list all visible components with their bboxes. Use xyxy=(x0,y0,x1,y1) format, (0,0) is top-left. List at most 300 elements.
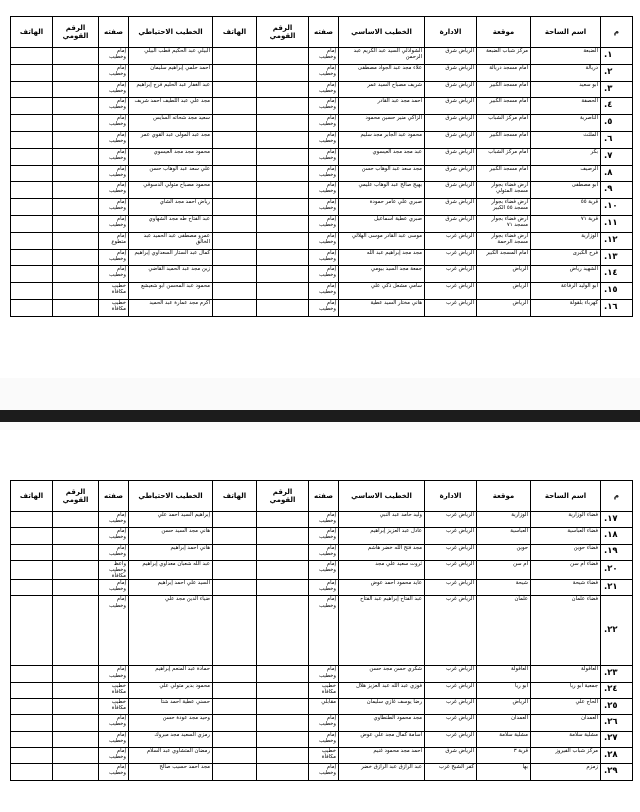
area-name: قرية ٧١ xyxy=(531,215,601,232)
administration: الرياض شرق xyxy=(425,747,477,763)
row-number: ٣. xyxy=(601,81,633,98)
national-id-2 xyxy=(53,731,99,747)
phone xyxy=(213,64,257,81)
row-number: ١٨. xyxy=(601,528,633,544)
main-preacher-role: إمام وخطيب xyxy=(309,98,339,115)
phone-2 xyxy=(11,580,53,596)
main-preacher-role: إمام وخطيب xyxy=(309,528,339,544)
main-preacher: موسى عبد القادر موسى الهلالي xyxy=(339,232,425,249)
phone-2 xyxy=(11,64,53,81)
national-id-2 xyxy=(53,182,99,199)
main-preacher-role: خطيب مكافأة xyxy=(309,682,339,698)
header-no: م xyxy=(601,17,633,48)
backup-preacher: رياض أحمد مجد الشاي xyxy=(129,199,213,216)
backup-preacher: البيلي عبد الحكيم قطب البيلي xyxy=(129,48,213,65)
administration: الرياض غرب xyxy=(425,580,477,596)
location: بها xyxy=(477,764,531,780)
phone xyxy=(213,266,257,283)
administration: الرياض غرب xyxy=(425,666,477,682)
main-preacher-role: إمام وخطيب xyxy=(309,48,339,65)
backup-preacher: رمزي السعيد مجد مبروك xyxy=(129,731,213,747)
backup-preacher-role: إمام وخطيب xyxy=(99,215,129,232)
area-name: مركز شباب الفيروز xyxy=(531,747,601,763)
administration: الرياض غرب xyxy=(425,232,477,249)
phone xyxy=(213,148,257,165)
main-preacher-role: إمام وخطيب xyxy=(309,81,339,98)
main-preacher: عايد محمود أحمد عوض xyxy=(339,580,425,596)
main-preacher: مجد فتح الله خضر هاشم xyxy=(339,544,425,560)
backup-preacher-role: إمام وخطيب xyxy=(99,512,129,528)
national-id-2 xyxy=(53,215,99,232)
national-id-2 xyxy=(53,283,99,300)
backup-preacher: زين مجد عبد الحميد القاضي xyxy=(129,266,213,283)
phone xyxy=(213,165,257,182)
phone-2 xyxy=(11,528,53,544)
table-row xyxy=(11,544,633,560)
phone-2 xyxy=(11,512,53,528)
header-phone-2: الهاتف xyxy=(11,17,53,48)
national-id-2 xyxy=(53,115,99,132)
table-row xyxy=(11,666,633,682)
national-id xyxy=(257,115,309,132)
main-preacher: اسامة كمال مجد علي عوض xyxy=(339,731,425,747)
backup-preacher: عمرو مصطفى عبد الحميد عبد الخالق xyxy=(129,232,213,249)
row-number: ٢٩. xyxy=(601,764,633,780)
area-name: بكر xyxy=(531,148,601,165)
administration: الرياض شرق xyxy=(425,131,477,148)
table-row xyxy=(11,115,633,132)
location: أبو ريا xyxy=(477,682,531,698)
national-id xyxy=(257,131,309,148)
main-preacher: فوزي عبد الله عبد العزيز هلال xyxy=(339,682,425,698)
main-preacher-role: إمام وخطيب xyxy=(309,299,339,316)
backup-preacher-role: إمام وخطيب xyxy=(99,182,129,199)
location: العاقولة xyxy=(477,666,531,682)
administration: الرياض شرق xyxy=(425,165,477,182)
backup-preacher: حمادة عبد المنعم إبراهيم xyxy=(129,666,213,682)
national-id-2 xyxy=(53,666,99,682)
backup-preacher: عبد الغفار عبد الحليم فرج إبراهيم xyxy=(129,81,213,98)
main-preacher-role: إمام وخطيب xyxy=(309,560,339,579)
area-name: زمزم xyxy=(531,764,601,780)
phone-2 xyxy=(11,731,53,747)
backup-preacher: محمود بدير متولي علي xyxy=(129,682,213,698)
location: أمام مسجد دريالة xyxy=(477,64,531,81)
row-number: ٢٦. xyxy=(601,715,633,731)
backup-preacher: رمضان المتشاوي عبد السلام xyxy=(129,747,213,763)
header-phone: الهاتف xyxy=(213,481,257,512)
national-id-2 xyxy=(53,699,99,715)
row-number: ٢٥. xyxy=(601,699,633,715)
backup-preacher-role: إمام وخطيب xyxy=(99,148,129,165)
national-id xyxy=(257,715,309,731)
location: أرض فضاء بجوار مسجد ٥٥ الكبير xyxy=(477,199,531,216)
administration: كفر الشيخ غرب xyxy=(425,764,477,780)
national-id xyxy=(257,764,309,780)
administration: الرياض غرب xyxy=(425,731,477,747)
phone xyxy=(213,81,257,98)
phone xyxy=(213,699,257,715)
main-preacher-role: إمام وخطيب xyxy=(309,131,339,148)
phone-2 xyxy=(11,165,53,182)
area-name: فضاء أم سن xyxy=(531,560,601,579)
page-2 xyxy=(0,430,640,812)
phone-2 xyxy=(11,98,53,115)
row-number: ١٣. xyxy=(601,249,633,266)
main-preacher: هاني مختار السيد عطية xyxy=(339,299,425,316)
location: مشلية سلامة xyxy=(477,731,531,747)
row-number: ٢٢. xyxy=(601,596,633,666)
location: الرياض xyxy=(477,299,531,316)
table-preachers-1 xyxy=(10,16,633,317)
phone xyxy=(213,580,257,596)
administration: الرياض غرب xyxy=(425,266,477,283)
main-preacher: رضا يوسف غازي سليمان xyxy=(339,699,425,715)
backup-preacher: محمود مصباح متولي الدسوقي xyxy=(129,182,213,199)
area-name: الرصيف xyxy=(531,165,601,182)
header-row xyxy=(11,481,633,512)
header-admin: الادارة xyxy=(425,481,477,512)
location: الرياض xyxy=(477,699,531,715)
table-row xyxy=(11,182,633,199)
table-preachers-2 xyxy=(10,480,633,781)
main-preacher-role: إمام وخطيب xyxy=(309,512,339,528)
header-national-id: الرقم القومي xyxy=(257,481,309,512)
header-national-id-2: الرقم القومي xyxy=(53,17,99,48)
header-location: موقعة xyxy=(477,17,531,48)
location: شيحة xyxy=(477,580,531,596)
phone-2 xyxy=(11,266,53,283)
phone xyxy=(213,232,257,249)
table-row xyxy=(11,596,633,666)
row-number: ٢١. xyxy=(601,580,633,596)
table-row xyxy=(11,528,633,544)
location: حوين xyxy=(477,544,531,560)
backup-preacher-role: إمام وخطيب xyxy=(99,580,129,596)
row-number: ٢٠. xyxy=(601,560,633,579)
phone-2 xyxy=(11,115,53,132)
main-preacher: سامي مشعل ذكي علي xyxy=(339,283,425,300)
main-preacher: أحمد مجد محمود غنيم xyxy=(339,747,425,763)
national-id-2 xyxy=(53,544,99,560)
phone-2 xyxy=(11,764,53,780)
national-id-2 xyxy=(53,165,99,182)
backup-preacher: السيد علي أحمد إبراهيم xyxy=(129,580,213,596)
row-number: ١٠. xyxy=(601,199,633,216)
phone xyxy=(213,48,257,65)
main-preacher: عبد مجد مجد العيسوي xyxy=(339,148,425,165)
header-main-preacher: الخطيب الاساسي xyxy=(339,481,425,512)
national-id-2 xyxy=(53,512,99,528)
backup-preacher: عبد الفتاح طه مجد الشهاوي xyxy=(129,215,213,232)
area-name: دريالة xyxy=(531,64,601,81)
table-row xyxy=(11,266,633,283)
main-preacher: عبد الرازق عبد الرازق خضر xyxy=(339,764,425,780)
backup-preacher: إبراهيم السيد أحمد علي xyxy=(129,512,213,528)
table-row xyxy=(11,98,633,115)
main-preacher: جمعة مجد السيد بيومي xyxy=(339,266,425,283)
header-phone-2: الهاتف xyxy=(11,481,53,512)
main-preacher: أحمد مجد عبد القادر xyxy=(339,98,425,115)
header-national-id-2: الرقم القومي xyxy=(53,481,99,512)
phone xyxy=(213,544,257,560)
backup-preacher: مجد علي عبد اللطيف أحمد شريف xyxy=(129,98,213,115)
national-id xyxy=(257,232,309,249)
page-gap xyxy=(0,378,640,410)
area-name: أبو مصطفى xyxy=(531,182,601,199)
national-id xyxy=(257,148,309,165)
row-number: ١٦. xyxy=(601,299,633,316)
main-preacher: مجد محمود الطنطاوي xyxy=(339,715,425,731)
national-id-2 xyxy=(53,764,99,780)
main-preacher-role: إمام وخطيب xyxy=(309,182,339,199)
header-main-preacher: الخطيب الاساسي xyxy=(339,17,425,48)
backup-preacher-role: إمام وخطيب xyxy=(99,131,129,148)
table-row xyxy=(11,682,633,698)
row-number: ٧. xyxy=(601,148,633,165)
location: العباسية xyxy=(477,528,531,544)
location: العمدان xyxy=(477,715,531,731)
phone-2 xyxy=(11,699,53,715)
backup-preacher: أكرم مجد عمارة عبد الحميد xyxy=(129,299,213,316)
national-id-2 xyxy=(53,64,99,81)
area-name: الحصفة xyxy=(531,98,601,115)
backup-preacher-role: إمام وخطيب xyxy=(99,64,129,81)
location: أمام مسجد الكبير xyxy=(477,81,531,98)
main-preacher: بهيج صالح عبد الوهاب عليمي xyxy=(339,182,425,199)
row-number: ٢٧. xyxy=(601,731,633,747)
phone-2 xyxy=(11,81,53,98)
national-id xyxy=(257,81,309,98)
row-number: ٥. xyxy=(601,115,633,132)
page-1 xyxy=(0,0,640,378)
backup-preacher: ضياء الدين مجد علي xyxy=(129,596,213,666)
backup-preacher: وحيد مجد عودة حسن xyxy=(129,715,213,731)
national-id xyxy=(257,98,309,115)
administration: الرياض غرب xyxy=(425,299,477,316)
main-preacher: الزاكي منير حسين محمود xyxy=(339,115,425,132)
main-preacher-role: إمام وخطيب xyxy=(309,232,339,249)
main-preacher-role: مقابلي xyxy=(309,699,339,715)
main-preacher: ثروت سعيد علي مجد xyxy=(339,560,425,579)
row-number: ١١. xyxy=(601,215,633,232)
backup-preacher-role: خطيب مكافأة xyxy=(99,299,129,316)
backup-preacher-role: خطيب مكافأة xyxy=(99,283,129,300)
national-id xyxy=(257,266,309,283)
phone-2 xyxy=(11,666,53,682)
phone xyxy=(213,560,257,579)
table-row xyxy=(11,747,633,763)
row-number: ١٧. xyxy=(601,512,633,528)
national-id xyxy=(257,48,309,65)
phone-2 xyxy=(11,182,53,199)
table-row xyxy=(11,560,633,579)
national-id-2 xyxy=(53,580,99,596)
location: الوزارية xyxy=(477,512,531,528)
area-name: فضاء العباسية xyxy=(531,528,601,544)
phone xyxy=(213,249,257,266)
national-id-2 xyxy=(53,747,99,763)
main-preacher: شريف مصباح السيد عمر xyxy=(339,81,425,98)
administration: الرياض غرب xyxy=(425,560,477,579)
national-id xyxy=(257,580,309,596)
main-preacher: الشواذلي السيد عبد الكريم عبد الرحمن xyxy=(339,48,425,65)
area-name: الحاج علي xyxy=(531,699,601,715)
phone xyxy=(213,182,257,199)
national-id-2 xyxy=(53,148,99,165)
table-row xyxy=(11,81,633,98)
backup-preacher-role: إمام وخطيب xyxy=(99,81,129,98)
location: أم سن xyxy=(477,560,531,579)
location: أرض فضاء بجوار مسجد الرحمة xyxy=(477,232,531,249)
national-id xyxy=(257,731,309,747)
main-preacher-role: إمام وخطيب xyxy=(309,199,339,216)
phone xyxy=(213,512,257,528)
backup-preacher: هاني أحمد إبراهيم xyxy=(129,544,213,560)
location: أمام مسجد الكبير xyxy=(477,98,531,115)
location: أمام مركز الشباب xyxy=(477,115,531,132)
header-role: صفته xyxy=(309,481,339,512)
administration: الرياض غرب xyxy=(425,544,477,560)
row-number: ١٥. xyxy=(601,283,633,300)
phone xyxy=(213,199,257,216)
row-number: ٢٣. xyxy=(601,666,633,682)
national-id xyxy=(257,544,309,560)
backup-preacher-role: إمام وخطيب xyxy=(99,715,129,731)
location: أمام مسجد الكبير xyxy=(477,131,531,148)
phone-2 xyxy=(11,747,53,763)
national-id-2 xyxy=(53,266,99,283)
backup-preacher-role: إمام وخطيب xyxy=(99,731,129,747)
national-id-2 xyxy=(53,48,99,65)
location: الرياض xyxy=(477,266,531,283)
administration: الرياض غرب xyxy=(425,528,477,544)
administration: الرياض شرق xyxy=(425,148,477,165)
national-id xyxy=(257,215,309,232)
main-preacher-role: إمام وخطيب xyxy=(309,249,339,266)
main-preacher: وليد حامد عبد النبي xyxy=(339,512,425,528)
national-id xyxy=(257,666,309,682)
administration: الرياض غرب xyxy=(425,682,477,698)
backup-preacher-role: إمام وخطيب xyxy=(99,764,129,780)
table-row xyxy=(11,64,633,81)
national-id-2 xyxy=(53,81,99,98)
administration: الرياض شرق xyxy=(425,81,477,98)
national-id xyxy=(257,182,309,199)
area-name: فضاء علمان xyxy=(531,596,601,666)
area-name: الملثث xyxy=(531,131,601,148)
main-preacher-role: إمام وخطيب xyxy=(309,715,339,731)
header-admin: الادارة xyxy=(425,17,477,48)
location: قرية ٣ xyxy=(477,747,531,763)
table-row xyxy=(11,731,633,747)
backup-preacher-role: إمام وخطيب xyxy=(99,666,129,682)
phone xyxy=(213,747,257,763)
phone-2 xyxy=(11,232,53,249)
administration: الرياض غرب xyxy=(425,512,477,528)
national-id-2 xyxy=(53,131,99,148)
backup-preacher: حسني عطية أحمد شتا xyxy=(129,699,213,715)
area-name: فضاء الوزارية xyxy=(531,512,601,528)
main-preacher-role: إمام وخطيب xyxy=(309,115,339,132)
area-name: العمدان xyxy=(531,715,601,731)
table-row xyxy=(11,715,633,731)
backup-preacher: عبد الله شعبان معداوي إبراهيم xyxy=(129,560,213,579)
row-number: ٨. xyxy=(601,165,633,182)
table-row xyxy=(11,199,633,216)
row-number: ٩. xyxy=(601,182,633,199)
phone xyxy=(213,666,257,682)
phone-2 xyxy=(11,560,53,579)
area-name: الضبعة xyxy=(531,48,601,65)
national-id-2 xyxy=(53,199,99,216)
phone xyxy=(213,215,257,232)
phone xyxy=(213,131,257,148)
backup-preacher-role: إمام وخطيب xyxy=(99,115,129,132)
phone xyxy=(213,115,257,132)
backup-preacher: سعيد مجد شحاته السايس xyxy=(129,115,213,132)
header-area: اسم الساحة xyxy=(531,17,601,48)
area-name: قرية ٥٥ xyxy=(531,199,601,216)
main-preacher-role: إمام وخطيب xyxy=(309,283,339,300)
national-id xyxy=(257,512,309,528)
phone-2 xyxy=(11,148,53,165)
national-id-2 xyxy=(53,528,99,544)
row-number: ١٩. xyxy=(601,544,633,560)
table-row xyxy=(11,148,633,165)
row-number: ٢. xyxy=(601,64,633,81)
main-preacher-role: إمام وخطيب xyxy=(309,764,339,780)
national-id-2 xyxy=(53,560,99,579)
administration: الرياض غرب xyxy=(425,596,477,666)
administration: الرياض شرق xyxy=(425,182,477,199)
page-separator xyxy=(0,410,640,422)
location: أرض فضاء بجوار مسجد المتولي xyxy=(477,182,531,199)
backup-preacher: كمال عبد الستار السعداوي إبراهيم xyxy=(129,249,213,266)
table-row xyxy=(11,249,633,266)
phone-2 xyxy=(11,544,53,560)
header-role: صفته xyxy=(309,17,339,48)
main-preacher: عبد الفتاح إبراهيم عبد الفتاح xyxy=(339,596,425,666)
table-row xyxy=(11,299,633,316)
national-id-2 xyxy=(53,299,99,316)
backup-preacher-role: واعظ وخطيب مكافأة xyxy=(99,560,129,579)
phone-2 xyxy=(11,249,53,266)
table-row xyxy=(11,165,633,182)
phone-2 xyxy=(11,48,53,65)
area-name: مشلية سلامة xyxy=(531,731,601,747)
main-preacher-role: إمام وخطيب xyxy=(309,148,339,165)
table-row xyxy=(11,699,633,715)
table-row xyxy=(11,131,633,148)
main-preacher-role: إمام وخطيب xyxy=(309,266,339,283)
phone xyxy=(213,715,257,731)
national-id xyxy=(257,249,309,266)
administration: الرياض شرق xyxy=(425,215,477,232)
main-preacher: محمود عبد الجابر مجد سليم xyxy=(339,131,425,148)
administration: الرياض غرب xyxy=(425,715,477,731)
national-id-2 xyxy=(53,682,99,698)
header-no: م xyxy=(601,481,633,512)
row-number: ٢٨. xyxy=(601,747,633,763)
table-row xyxy=(11,764,633,780)
backup-preacher-role: إمام وخطيب xyxy=(99,48,129,65)
header-area: اسم الساحة xyxy=(531,481,601,512)
main-preacher-role: إمام وخطيب xyxy=(309,64,339,81)
national-id xyxy=(257,299,309,316)
row-number: ١٢. xyxy=(601,232,633,249)
administration: الرياض شرق xyxy=(425,48,477,65)
